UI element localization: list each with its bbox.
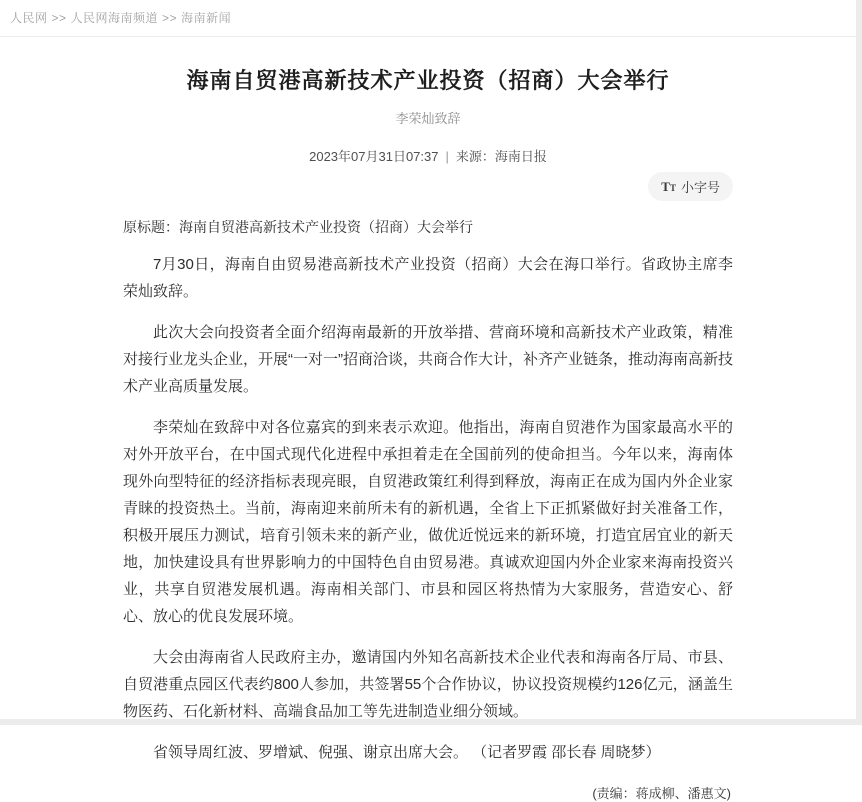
article-source: 来源：海南日报 — [455, 149, 547, 164]
article-body — [123, 251, 733, 766]
publish-date: 2023年07月31日07:37 — [309, 149, 439, 164]
breadcrumb-link-hainan-channel[interactable]: 人民网海南频道 — [70, 11, 159, 25]
breadcrumb-link-hainan-news[interactable]: 海南新闻 — [181, 11, 232, 25]
article-subtitle: 李荣灿致辞 — [395, 111, 461, 126]
breadcrumb-link-people-net[interactable]: 人民网 — [10, 11, 48, 25]
paragraph: 大会由海南省人民政府主办，邀请国内外知名高新技术企业代表和海南各厅局、市县、自贸港重点园区代表约800人参加，共签署55个合作协议，协议投资规模约126亿元，涵盖生物医药、石化新材料、高端食品加工等先进制造业细分领域。 — [123, 649, 733, 720]
editors-credit: (责编：蒋成柳、潘惠文) — [592, 786, 731, 801]
breadcrumb-separator: >> — [162, 11, 178, 25]
paragraph: 此次大会向投资者全面介绍海南最新的开放举措、营商环境和高新技术产业政策，精准对接行业龙头企业，开展“一对一”招商洽谈，共商合作大计，补齐产业链条，推动海南高新技术产业高质量发展。 — [123, 324, 733, 395]
font-size-icon: T T — [661, 178, 676, 194]
paragraph: 7月30日，海南自由贸易港高新技术产业投资（招商）大会在海口举行。省政协主席李荣灿致辞。 — [123, 256, 733, 300]
meta-separator: | — [445, 149, 449, 164]
original-title: 原标题：海南自贸港高新技术产业投资（招商）大会举行 — [123, 219, 473, 235]
article-toolbar — [123, 172, 733, 201]
article — [123, 64, 733, 802]
breadcrumb-separator: >> — [51, 11, 67, 25]
page-title: 海南自贸港高新技术产业投资（招商）大会举行 — [186, 68, 670, 93]
breadcrumb — [0, 0, 856, 37]
paragraph: 李荣灿在致辞中对各位嘉宾的到来表示欢迎。他指出，海南自贸港作为国家最高水平的对外开放平台，在中国式现代化进程中承担着走在全国前列的使命担当。今年以来，海南体现外向型特征的经济指标表现亮眼，自贸港政策红利得到释放，海南正在成为国内外企业家青睐的投资热土。当前，海南迎来前所未有的新机遇，全省上下正抓紧做好封关准备工作，积极开展压力测试，培育引领未来的新产业，做优近悦远来的新环境，打造宜居宜业的新天地，加快建设具有世界影响力的中国特色自由贸易港。真诚欢迎国内外企业家来海南投资兴业，共享自贸港发展机遇。海南相关部门、市县和园区将热情为大家服务，营造安心、舒心、放心的优良发展环境。 — [123, 419, 733, 625]
paragraph: 省领导周红波、罗增斌、倪强、谢京出席大会。 （记者罗霞 邵长春 周晓梦） — [153, 744, 661, 761]
article-meta — [123, 146, 733, 165]
font-size-label: 小字号 — [680, 180, 720, 195]
font-size-button[interactable] — [648, 172, 733, 201]
